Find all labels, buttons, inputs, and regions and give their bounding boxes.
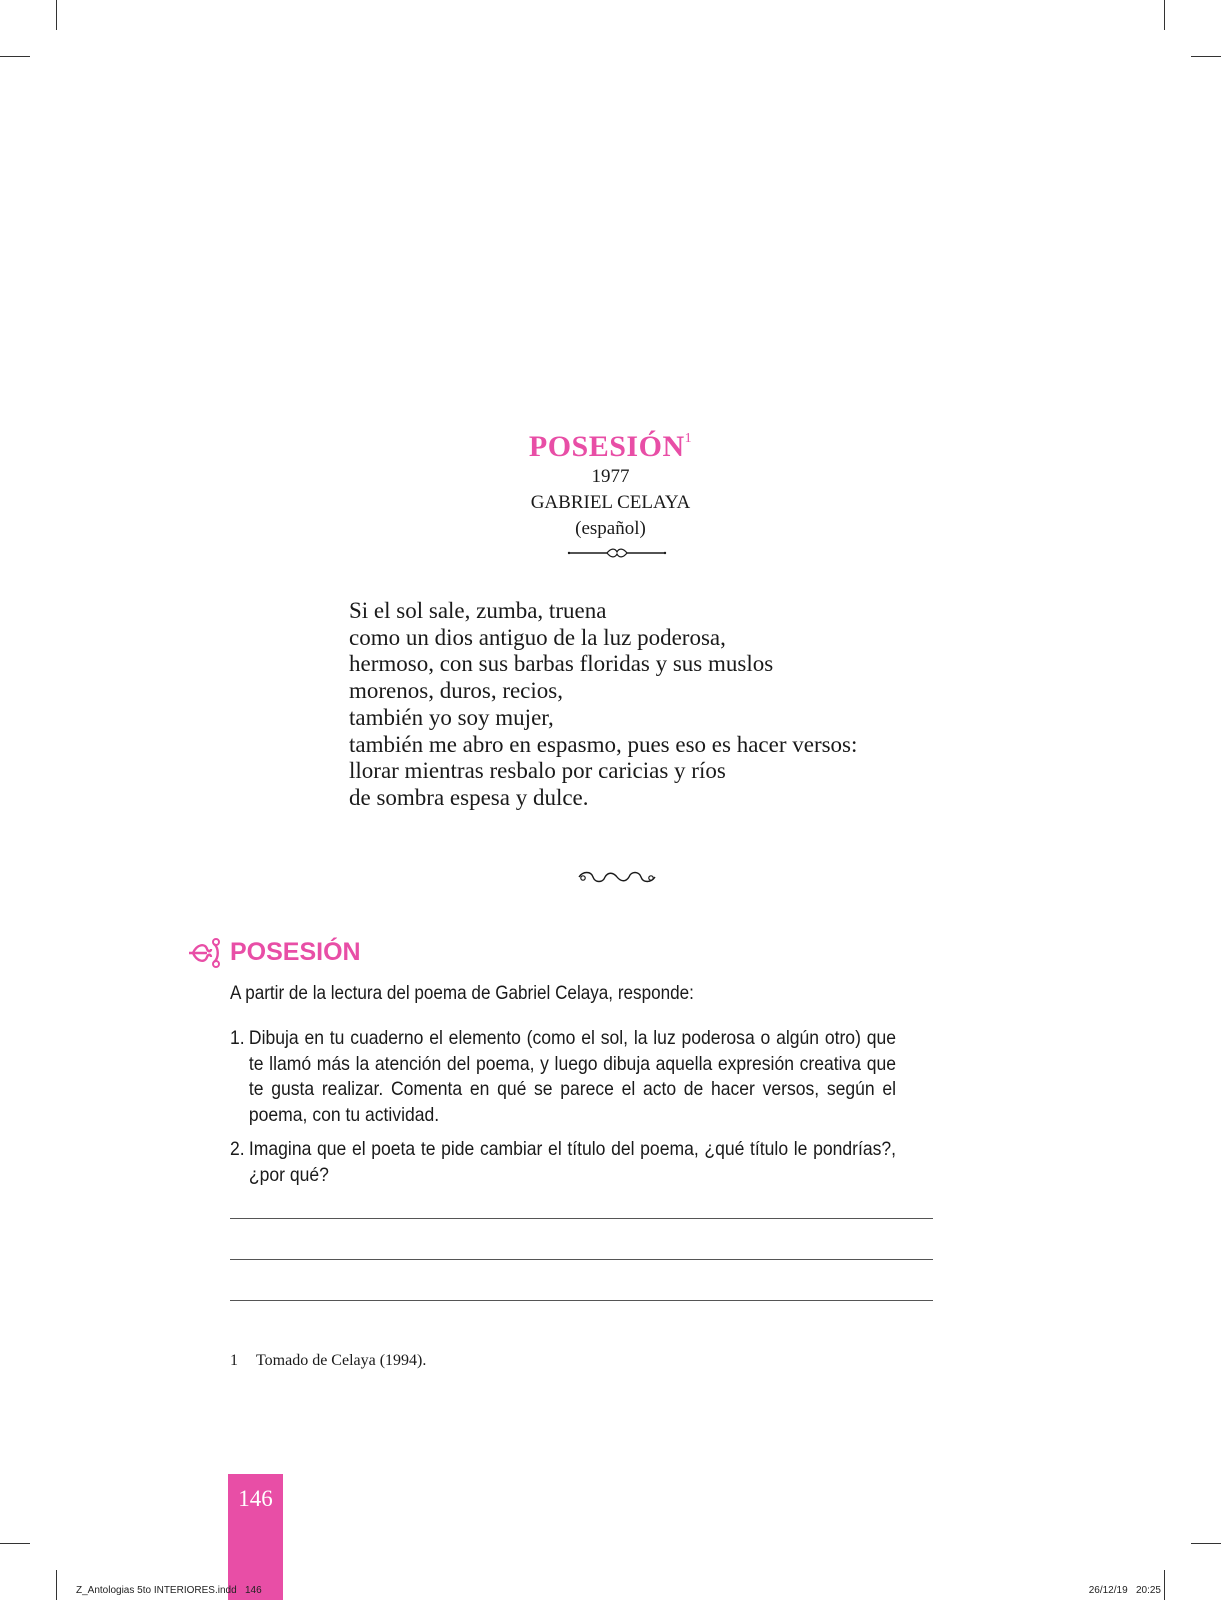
poem-body bbox=[349, 598, 857, 812]
poem-line: también me abro en espasmo, pues eso es hacer versos: bbox=[349, 731, 858, 757]
question-number: 2. bbox=[230, 1138, 245, 1160]
poem-line: también yo soy mujer, bbox=[349, 704, 554, 730]
question-text: Imagina que el poeta te pide cambiar el título del poema, ¿qué título le pondrías?, ¿por qué? bbox=[248, 1138, 896, 1186]
fleur-ornament-icon bbox=[187, 938, 225, 968]
answer-line[interactable] bbox=[230, 1218, 933, 1219]
swirl-ornament-icon bbox=[575, 869, 659, 885]
crop-mark bbox=[1191, 1543, 1221, 1544]
crop-mark bbox=[56, 0, 57, 30]
crop-mark bbox=[56, 1570, 57, 1600]
activity-intro: A partir de la lectura del poema de Gabriel Celaya, responde: bbox=[230, 983, 694, 1004]
poem-author: GABRIEL CELAYA bbox=[530, 492, 691, 513]
answer-line[interactable] bbox=[230, 1300, 933, 1301]
poem-line: llorar mientras resbalo por caricias y ríos bbox=[349, 758, 726, 784]
poem-title: POSESIÓN$^1$ bbox=[528, 430, 693, 463]
poem-line: de sombra espesa y dulce. bbox=[349, 784, 589, 810]
question-item bbox=[230, 1137, 896, 1188]
divider-ornament-icon bbox=[567, 547, 667, 559]
footnote bbox=[230, 1352, 426, 1370]
page-number-tab bbox=[228, 1474, 283, 1600]
question-item bbox=[230, 1026, 896, 1128]
poem-line: hermoso, con sus barbas floridas y sus muslos bbox=[349, 651, 774, 677]
poem-header bbox=[0, 430, 1221, 542]
question-number: 1. bbox=[230, 1027, 245, 1049]
crop-mark bbox=[1164, 1570, 1165, 1600]
poem-nationality: (español) bbox=[575, 518, 646, 539]
footnote-text: Tomado de Celaya (1994). bbox=[256, 1352, 427, 1369]
crop-mark bbox=[0, 1543, 30, 1544]
footnote-number: 1 bbox=[230, 1352, 238, 1369]
poem-line: morenos, duros, recios, bbox=[349, 678, 563, 704]
poem-line: Si el sol sale, zumba, truena bbox=[349, 598, 607, 623]
footnote-marker: 1 bbox=[684, 431, 693, 446]
crop-mark bbox=[1164, 0, 1165, 30]
page-number: 146 bbox=[238, 1486, 273, 1511]
crop-mark bbox=[1191, 56, 1221, 57]
activity-title: POSESIÓN bbox=[230, 938, 361, 966]
question-text: Dibuja en tu cuaderno el elemento (como el sol, la luz poderosa o algún otro) que te llamó más la atención del poema, y luego dibuja aquella expresión creativa que te gusta realizar. Comenta en qué se parece el acto de hacer versos, según el poema, con tu actividad. bbox=[248, 1027, 896, 1126]
answer-line[interactable] bbox=[230, 1259, 933, 1260]
poem-year: 1977 bbox=[591, 466, 630, 487]
slug-date: 26/12/19 20:25 bbox=[1088, 1585, 1161, 1596]
crop-mark bbox=[0, 56, 30, 57]
slug-file: Z_Antologias 5to INTERIORES.indd 146 bbox=[76, 1585, 262, 1596]
poem-line: como un dios antiguo de la luz poderosa, bbox=[349, 624, 726, 650]
